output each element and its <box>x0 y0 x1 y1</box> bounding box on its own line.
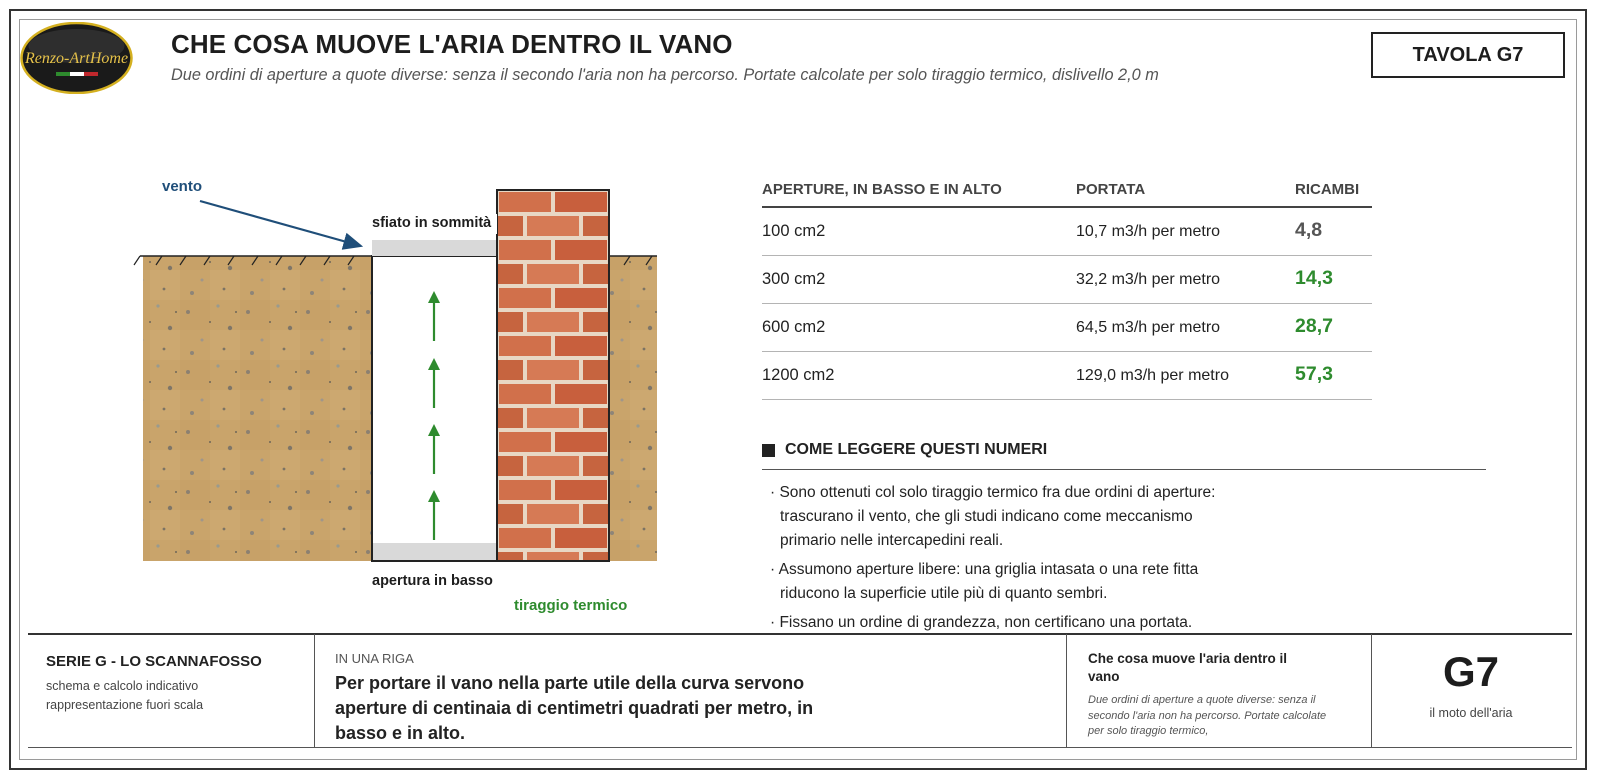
table-header <box>762 176 1372 208</box>
footer-separator <box>1066 634 1067 747</box>
bottom-opening <box>373 543 496 560</box>
soil-right <box>609 256 657 561</box>
notes-title: COME LEGGERE QUESTI NUMERI <box>785 441 1048 458</box>
label-sfiato: sfiato in sommità <box>372 215 492 231</box>
footer-serie-line2: rappresentazione fuori scala <box>46 698 204 712</box>
label-tiraggio: tiraggio termico <box>514 597 628 614</box>
cell-apertura: 600 cm2 <box>762 318 826 336</box>
top-vent <box>372 240 497 256</box>
page-subtitle: Due ordini di aperture a quote diverse: senza il secondo l'aria non ha percorso. Portate calcolate per solo tiraggio termico, dislivello 2,0 m <box>171 66 1159 84</box>
header-portata: PORTATA <box>1076 181 1146 198</box>
footer-riga-text: Per portare il vano nella parte utile della curva servono aperture di centinaia di centimetri quadrati per metro, in basso e in alto. <box>335 673 814 743</box>
footer-card-title: Che cosa muove l'aria dentro il vano <box>1088 651 1288 684</box>
notes-list <box>762 481 1232 640</box>
footer-separator <box>314 634 315 747</box>
header-ricambi: RICAMBI <box>1295 181 1360 198</box>
cell-ricambi: 4,8 <box>1295 219 1323 241</box>
label-apertura: apertura in basso <box>372 573 493 589</box>
footer-code-caption: il moto dell'aria <box>1429 706 1513 720</box>
table-row <box>762 352 1372 400</box>
cell-ricambi: 14,3 <box>1295 267 1333 289</box>
tavola-badge: TAVOLA G7 <box>1371 32 1565 78</box>
table-row <box>762 208 1372 256</box>
cell-ricambi: 28,7 <box>1295 315 1333 337</box>
footer-divider-top <box>28 633 1572 635</box>
cell-ricambi: 57,3 <box>1295 363 1333 385</box>
footer-separator <box>1371 634 1372 747</box>
cell-portata: 64,5 m3/h per metro <box>1076 319 1221 336</box>
brick-wall <box>497 190 609 561</box>
portate-table <box>762 176 1372 400</box>
table-row <box>762 256 1372 304</box>
wind-arrow <box>200 201 361 246</box>
cell-apertura: 100 cm2 <box>762 222 826 240</box>
cell-portata: 10,7 m3/h per metro <box>1076 223 1221 240</box>
note-item: · Assumono aperture libere: una griglia intasata o una rete fitta riducono la superficie utile più di quanto sembri. <box>770 561 1199 602</box>
footer-code: G7 <box>1442 648 1500 695</box>
cell-portata: 32,2 m3/h per metro <box>1076 271 1221 288</box>
square-bullet-icon <box>762 444 775 457</box>
footer-serie: SERIE G - LO SCANNAFOSSO <box>46 653 262 670</box>
cell-apertura: 1200 cm2 <box>762 366 835 384</box>
cell-portata: 129,0 m3/h per metro <box>1076 367 1229 384</box>
footer-serie-line1: schema e calcolo indicativo <box>46 679 199 693</box>
footer-card-desc: Due ordini di aperture a quote diverse: senza il secondo l'aria non ha percorso. Portate calcolate per solo tiraggio termico, <box>1088 694 1327 737</box>
footer-divider-bottom <box>28 747 1572 748</box>
cell-apertura: 300 cm2 <box>762 270 826 288</box>
footer-riga-label: IN UNA RIGA <box>335 651 414 666</box>
note-item: · Fissano un ordine di grandezza, non certificano una portata. <box>770 614 1193 631</box>
note-item: · Sono ottenuti col solo tiraggio termico fra due ordini di aperture: trascurano il vento, che gli studi indicano come meccanismo primario nelle intercapedini reali. <box>770 484 1216 549</box>
page-title: CHE COSA MUOVE L'ARIA DENTRO IL VANO <box>171 29 733 59</box>
logo-text: Renzo-ArtHome <box>24 50 129 67</box>
header-aperture: APERTURE, IN BASSO E IN ALTO <box>762 181 1002 198</box>
table-row <box>762 304 1372 352</box>
soil-left <box>143 256 372 561</box>
brand-logo <box>20 22 133 94</box>
notes-heading <box>762 440 1486 470</box>
label-vento: vento <box>162 178 203 195</box>
